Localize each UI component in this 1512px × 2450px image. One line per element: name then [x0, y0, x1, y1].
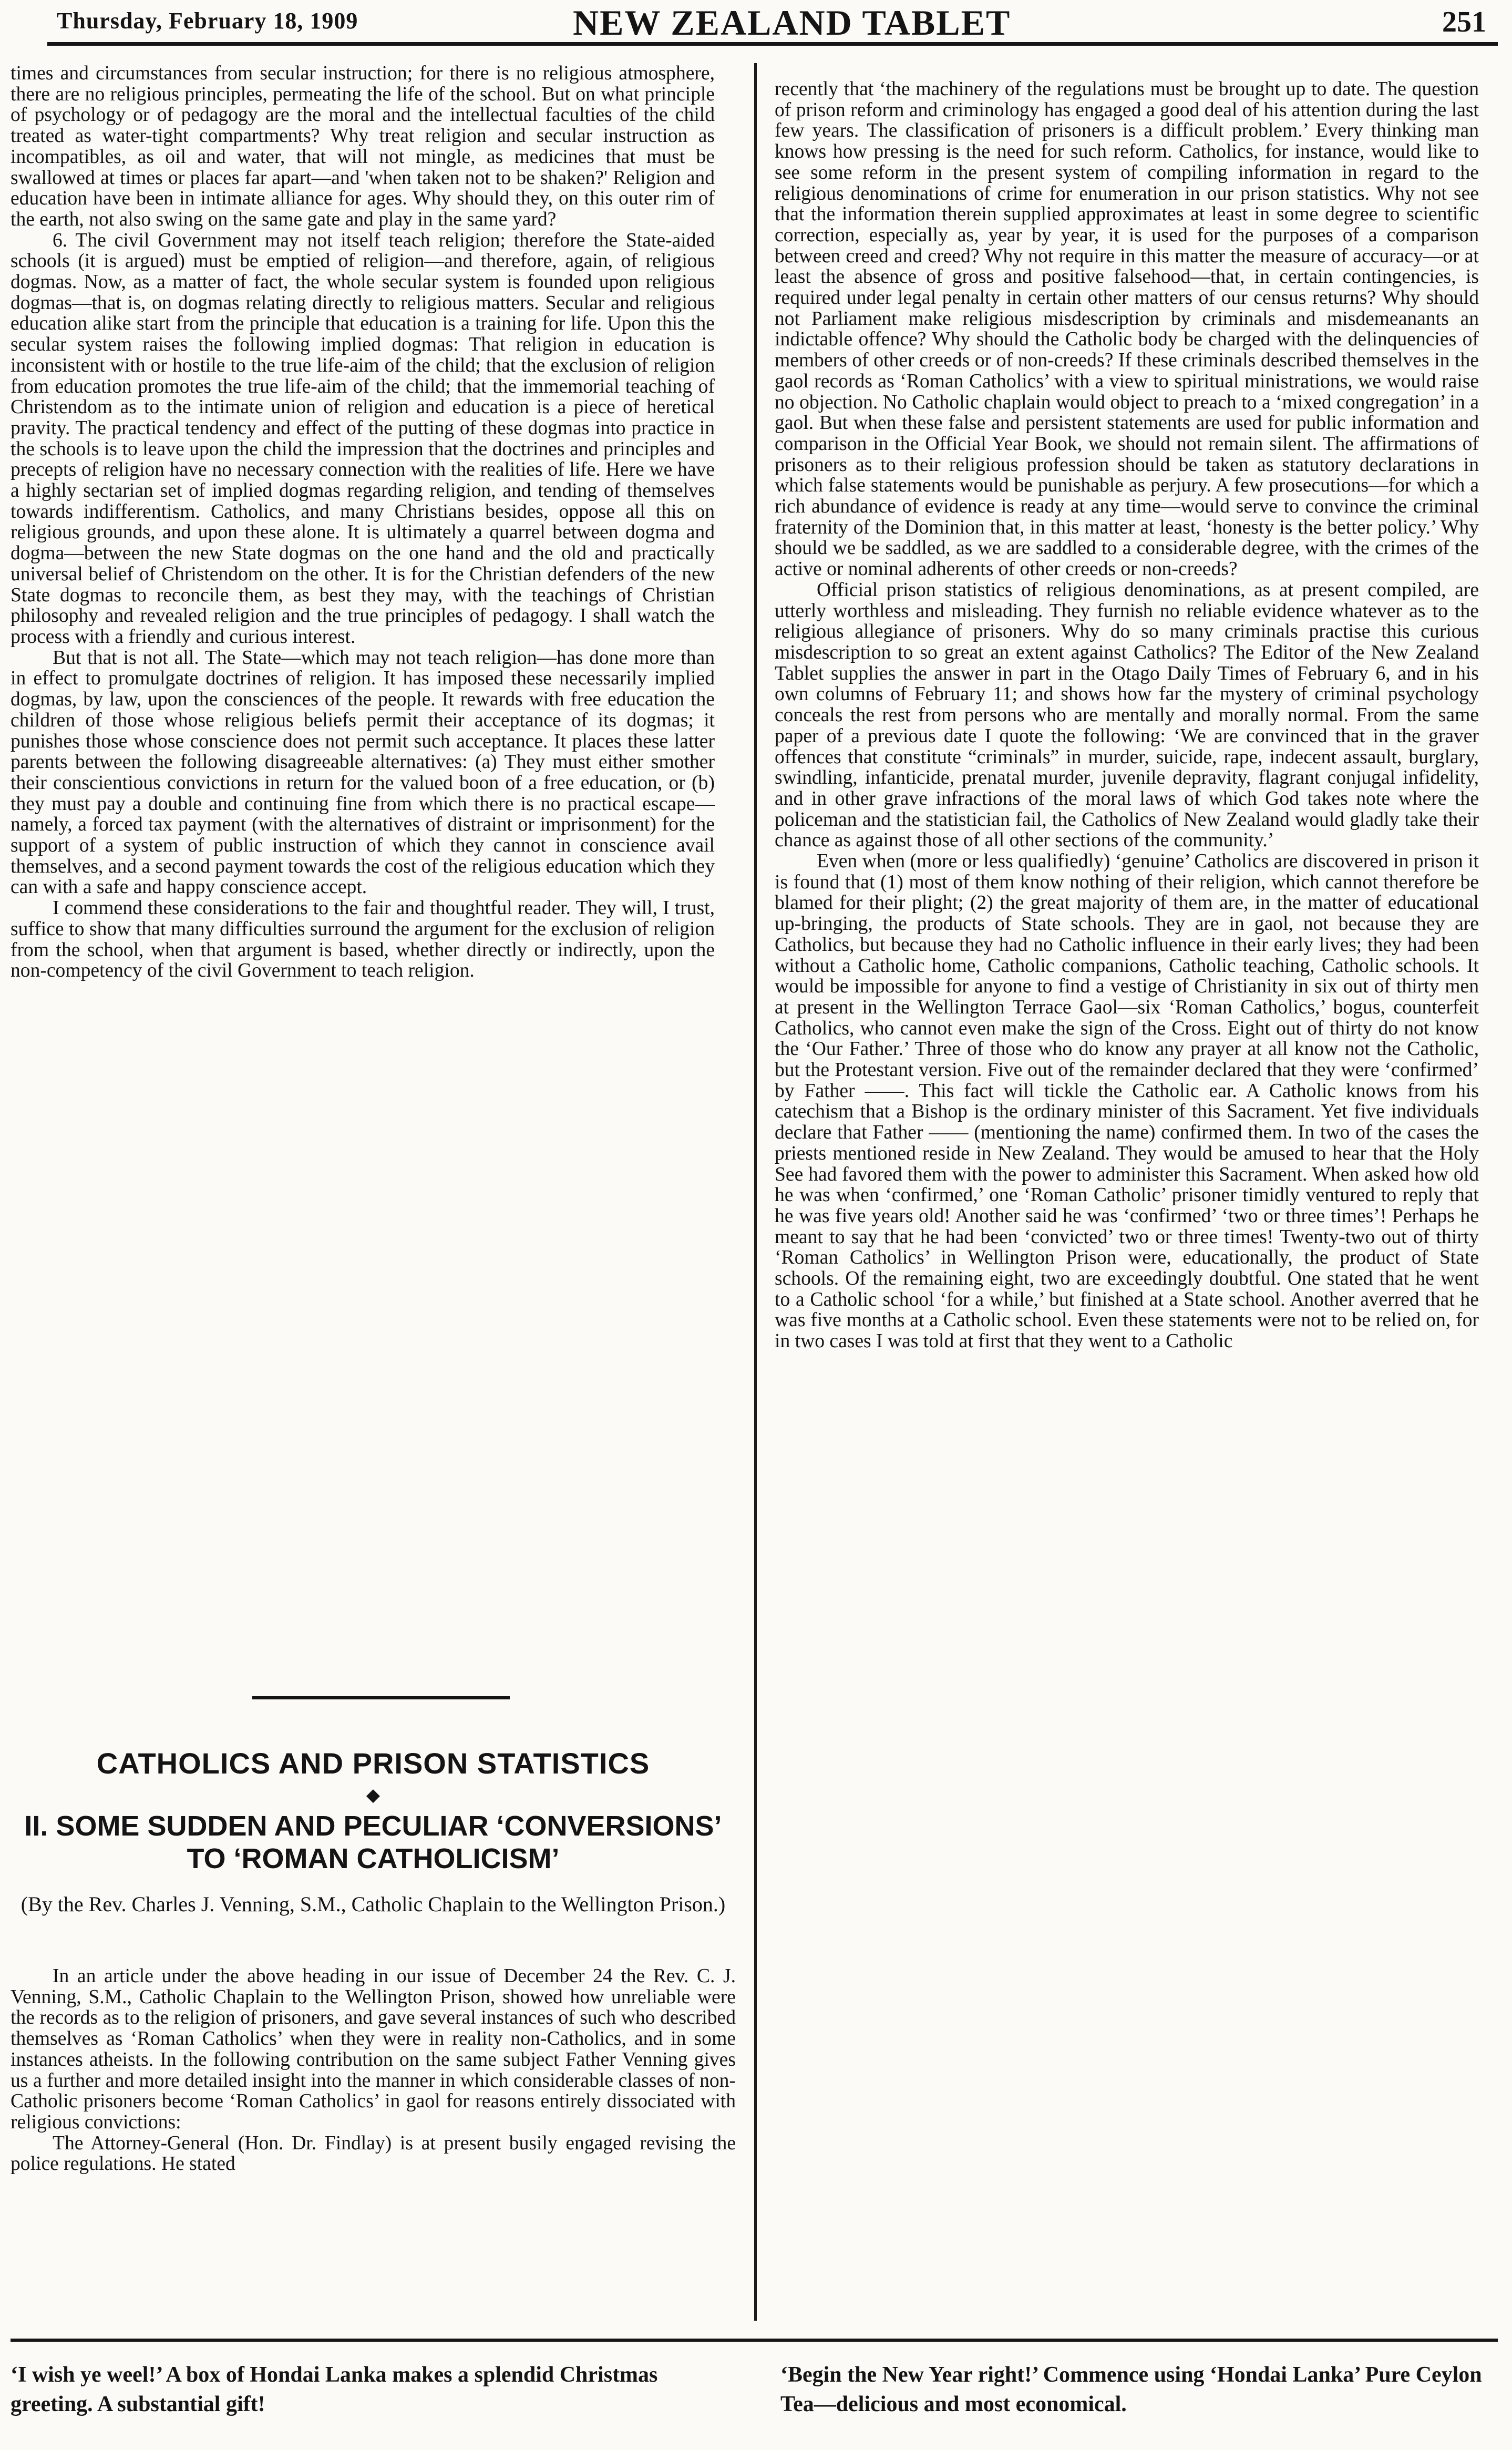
left-paragraph: times and circumstances from secular instruction; for there is no religious atmosphere, there are no religious principles, permeating the life of the school. But on what principle of psychology or of pedagogy are the moral and the intellectual faculties of the child treated as water-tight compartments? Why treat religion and secular instruction as incompatibles, as oil and water, that will not mingle, as medicines that must be swallowed at times or places far apart—and 'when taken not to be shaken?' Religion and education have been in intimate alliance for ages. Why should they, on this outer rim of the earth, not also swing on the same gate and play in the same yard?	[11, 63, 715, 230]
header-rule	[47, 42, 1498, 46]
footer-rule	[11, 2339, 1498, 2342]
right-paragraph: Even when (more or less qualifiedly) ‘genuine’ Catholics are discovered in prison it is found that (1) most of them know nothing of their religion, which cannot therefore be blamed for their plight; (2) the great majority of them are, in the matter of educational up-bringing, the products of State schools. They are in gaol, not because they are Catholics, but because they had no Catholic influence in their early lives; they had been without a Catholic home, Catholic companions, Catholic teaching, Catholic schools. It would be impossible for anyone to find a vestige of Christianity in six out of thirty men at present in the Wellington Terrace Gaol—six ‘Roman Catholics,’ bogus, counterfeit Catholics, who cannot even make the sign of the Cross. Eight out of thirty do not know the ‘Our Father.’ Three of those who do know any prayer at all know not the Catholic, but the Protestant version. Five out of the remainder declared that they were ‘confirmed’ by Father ——. This fact will tickle the Catholic ear. A Catholic knows from his catechism that a Bishop is the ordinary minister of this Sacrament. Yet five individuals declare that Father —— (mentioning the name) confirmed them. In two of the cases the priests mentioned reside in New Zealand. They would be amused to hear that the Holy See had favored them with the power to administer this Sacrament. When asked how old he was when ‘confirmed,’ one ‘Roman Catholic’ prisoner timidly ventured to reply that he was five years old! Another said he was ‘confirmed’ ‘two or three times’! Perhaps he meant to say that he had been ‘convicted’ two or three times! Twenty-two out of thirty ‘Roman Catholics’ in Wellington Prison were, educationally, the product of State schools. Of the remaining eight, two are exceedingly doubtful. One stated that he went to a Catholic school ‘for a while,’ but finished at a State school. Another averred that he was five months at a Catholic school. Even these statements were not to be relied on, for in two cases I was told at first that they went to a Catholic	[775, 850, 1479, 1352]
issue-date: Thursday, February 18, 1909	[57, 8, 358, 34]
left-paragraph: But that is not all. The State—which may not teach religion—has done more than in effect to promulgate doctrines of religion. It has imposed these necessarily implied dogmas, by law, upon the consciences of the people. It rewards with free education the children of those whose religious beliefs permit their acceptance of its dogmas; it punishes those whose conscience does not permit such acceptance. It places these latter parents between the following disagreeable alternatives: (a) They must either smother their conscientious convictions in return for the valued boon of a free education, or (b) they must pay a double and continuing fine from which there is no practical escape—namely, a forced tax payment (with the alternatives of distraint or imprisonment) for the support of a system of public instruction of which they cannot in conscience avail themselves, and a second payment towards the cost of the religious education which they can with a safe and happy conscience accept.	[11, 647, 715, 898]
column-divider	[754, 63, 757, 2321]
right-column	[775, 79, 1479, 1352]
article-paragraph: The Attorney-General (Hon. Dr. Findlay) is at present busily engaged revising the police regulations. He stated	[11, 2132, 736, 2175]
left-paragraph: 6. The civil Government may not itself teach religion; therefore the State-aided schools (it is argued) must be emptied of religion—and therefore, again, of religious dogmas. Now, as a matter of fact, the whole secular system is founded upon religious dogmas—that is, on dogmas relating directly to religious matters. Secular and religious education alike start from the principle that education is a training for life. Upon this the secular system raises the following implied dogmas: That religion in education is inconsistent with or hostile to the true life-aim of the child; that the exclusion of religion from education promotes the true life-aim of the child; that the immemorial teaching of Christendom as to the intimate union of religion and education is a piece of heretical pravity. The practical tendency and effect of the putting of these dogmas into practice in the schools is to leave upon the child the impression that the doctrines and principles and precepts of religion have no necessary connection with the realities of life. Here we have a highly sectarian set of implied dogmas regarding religion, and tending of themselves towards indifferentism. Catholics, and many Christians besides, oppose all this on religious grounds, and upon these alone. It is ultimately a quarrel between dogma and dogma—between the new State dogmas on the one hand and the old and practically universal belief of Christendom on the other. It is for the Christian defenders of the new State dogmas to reconcile them, as best they may, with the teachings of Christian philosophy and revealed religion and the true principles of pedagogy. I shall watch the process with a friendly and curious interest.	[11, 229, 715, 648]
page-number: 251	[1442, 6, 1486, 38]
article-paragraph: In an article under the above heading in our issue of December 24 the Rev. C. J. Venning, S.M., Catholic Chaplain to the Wellington Prison, showed how unreliable were the records as to the religion of prisoners, and gave several instances of such who described themselves as ‘Roman Catholics’ when they were in reality non-Catholics, and in some instances atheists. In the following contribution on the same subject Father Venning gives us a further and more detailed insight into the manner in which considerable classes of non-Catholic prisoners become ‘Roman Catholics’ in gaol for reasons entirely dissociated with religious convictions:	[11, 1965, 736, 2133]
diamond-ornament-icon: ◆	[366, 1786, 380, 1805]
article-subtitle: II. SOME SUDDEN AND PECULIAR ‘CONVERSIONS’ TO ‘ROMAN CATHOLICISM’	[24, 1810, 722, 1874]
article-separator-rule	[252, 1696, 510, 1699]
article-title: CATHOLICS AND PRISON STATISTICS	[96, 1747, 650, 1780]
advertisement-right: ‘Begin the New Year right!’ Commence using ‘Hondai Lanka’ Pure Ceylon Tea—delicious and most economical.	[780, 2363, 1482, 2416]
article-heading-block	[11, 1746, 736, 1918]
article-intro	[11, 1966, 736, 2175]
left-column	[11, 63, 715, 981]
left-paragraph: I commend these considerations to the fair and thoughtful reader. They will, I trust, suffice to show that many difficulties surround the argument for the exclusion of religion from the school, when that argument is based, whether directly or indirectly, upon the non-competency of the civil Government to teach religion.	[11, 897, 715, 982]
right-paragraph: Official prison statistics of religious denominations, as at present compiled, are utterly worthless and misleading. They furnish no reliable evidence whatever as to the religious allegiance of prisoners. Why do so many criminals practise this curious misdescription to so great an extent against Catholics? The Editor of the New Zealand Tablet supplies the answer in part in the Otago Daily Times of February 6, and in his own columns of February 11; and shows how far the mystery of criminal psychology conceals the rest from persons who are mentally and morally normal. From the same paper of a previous date I quote the following: ‘We are convinced that in the graver offences that constitute “criminals” in murder, suicide, rape, indecent assault, burglary, swindling, infanticide, prenatal murder, juvenile depravity, flagrant conjugal infidelity, and in other grave infractions of the moral laws of which God takes note where the policeman and the statistician fail, the Catholics of New Zealand would gladly take their chance as against those of all other sections of the community.’	[775, 579, 1479, 852]
newspaper-title: NEW ZEALAND TABLET	[573, 3, 1011, 43]
page-header	[47, 0, 1498, 41]
right-paragraph: recently that ‘the machinery of the regulations must be brought up to date. The question of prison reform and criminology has engaged a good deal of his attention during the last few years. The classification of prisoners is a difficult problem.’ Every thinking man knows how pressing is the need for such reform. Catholics, for instance, would like to see some reform in the present system of compiling information in regard to the religious denominations of crime for enumeration in our prison statistics. Why not see that the information therein supplied approximates at least in some degree to scientific correction, especially as, year by year, it is used for the purposes of a comparison between creed and creed? Why not require in this matter the measure of accuracy—or at least the absence of gross and positive falsehood—that, in certain contingencies, is required under legal penalty in certain other matters of our census returns? Why should not Parliament make religious misdescription by criminals and misdemeanants an indictable offence? Why should the Catholic body be charged with the delinquencies of members of other creeds or of non-creeds? If these criminals described themselves in the gaol records as ‘Roman Catholics’ with a view to spiritual ministrations, we would raise no objection. No Catholic chaplain would object to preach to a ‘mixed congregation’ in a gaol. But when these false and persistent statements are used for public information and comparison in the Official Year Book, we should not remain silent. The affirmations of prisoners as to their religious profession should be taken as statutory declarations in which false statements would be punishable as perjury. A few prosecutions—for which a rich abundance of evidence is ready at any time—would serve to convince the criminal fraternity of the Dominion that, in this matter at least, ‘honesty is the better policy.’ Why should we be saddled, as we are saddled to a considerable degree, with the crimes of the active or nominal adherents of other creeds or non-creeds?	[775, 78, 1479, 580]
advertisement-left: ‘I wish ye weel!’ A box of Hondai Lanka makes a splendid Christmas greeting. A substantial gift!	[11, 2363, 658, 2416]
article-byline: (By the Rev. Charles J. Venning, S.M., Catholic Chaplain to the Wellington Prison.)	[20, 1892, 726, 1916]
